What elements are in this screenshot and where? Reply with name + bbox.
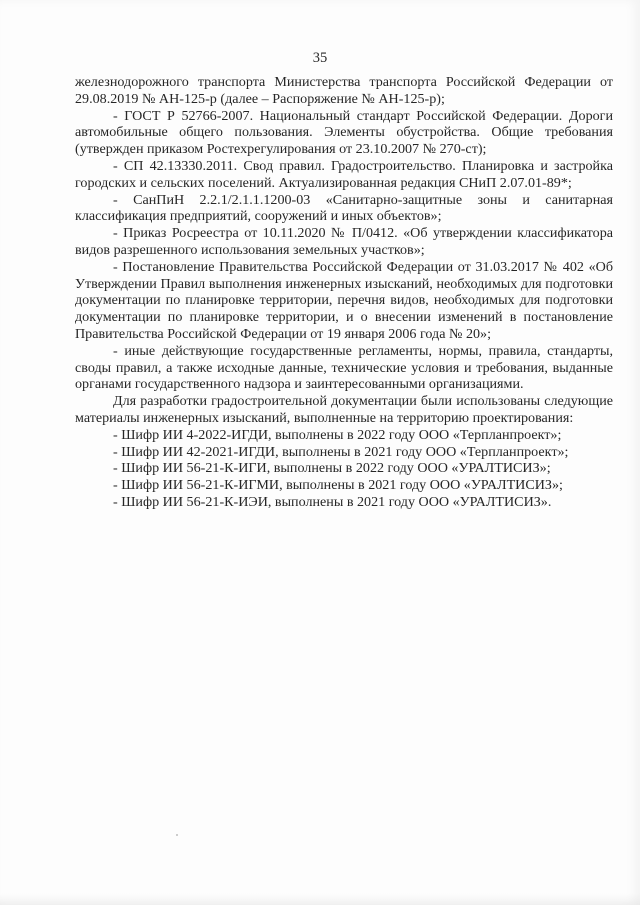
- scan-speck: [176, 834, 178, 836]
- regulation-item-postanovlenie: - Постановление Правительства Российской Федерации от 31.03.2017 № 402 «Об Утверждении Правил выполнения инженерных изысканий, необходимых для подготовки документации по планировке территории, перечня видов, необходимых для подготовки документации по планировке территории, и о внесении изменений в постановление Правительства Российской Федерации от 19 января 2006 года № 20»;: [75, 258, 613, 342]
- regulation-item-gost: - ГОСТ Р 52766-2007. Национальный стандарт Российской Федерации. Дороги автомобильные общего пользования. Элементы обустройства. Общие требования (утвержден приказом Ростехрегулирования от 23.10.2007 № 270-ст);: [75, 107, 613, 158]
- regulation-item-sp: - СП 42.13330.2011. Свод правил. Градостроительство. Планировка и застройка городских и сельских поселений. Актуализированная редакция СНиП 2.07.01-89*;: [75, 157, 613, 191]
- paragraph-continuation: железнодорожного транспорта Министерства транспорта Российской Федерации от 29.08.2019 № АН-125-р (далее – Распоряжение № АН-125-р);: [75, 74, 613, 107]
- regulation-item-sanpin: - СанПиН 2.2.1/2.1.1.1200-03 «Санитарно-защитные зоны и санитарная классификация предприятий, сооружений и иных объектов»;: [75, 191, 613, 225]
- regulation-item-rosreestr: - Приказ Росреестра от 10.11.2020 № П/0412. «Об утверждении классификатора видов разрешенного использования земельных участков»;: [75, 225, 613, 258]
- page-bottom-edge: [0, 893, 640, 905]
- survey-list-item: - Шифр ИИ 42-2021-ИГДИ, выполнены в 2021 году ООО «Терпланпроект»;: [113, 443, 569, 460]
- regulation-item-other: - иные действующие государственные регламенты, нормы, правила, стандарты, своды правил, а также исходные данные, технические условия и требования, выданные органами государственного надзора и заинтересованными организациями.: [75, 342, 613, 393]
- survey-list-item: - Шифр ИИ 56-21-К-ИГИ, выполнены в 2022 году ООО «УРАЛТИСИЗ»;: [113, 460, 551, 477]
- document-body: [75, 74, 613, 511]
- survey-list-item: - Шифр ИИ 56-21-К-ИГМИ, выполнены в 2021 году ООО «УРАЛТИСИЗ»;: [113, 477, 563, 494]
- page-number: 35: [312, 50, 328, 66]
- survey-list-item: - Шифр ИИ 4-2022-ИГДИ, выполнены в 2022 году ООО «Терпланпроект»;: [113, 426, 562, 443]
- survey-intro-paragraph: Для разработки градостроительной документации были использованы следующие материалы инженерных изысканий, выполненные на территорию проектирования:: [75, 393, 613, 426]
- survey-list-item: - Шифр ИИ 56-21-К-ИЭИ, выполнены в 2021 году ООО «УРАЛТИСИЗ».: [113, 493, 552, 510]
